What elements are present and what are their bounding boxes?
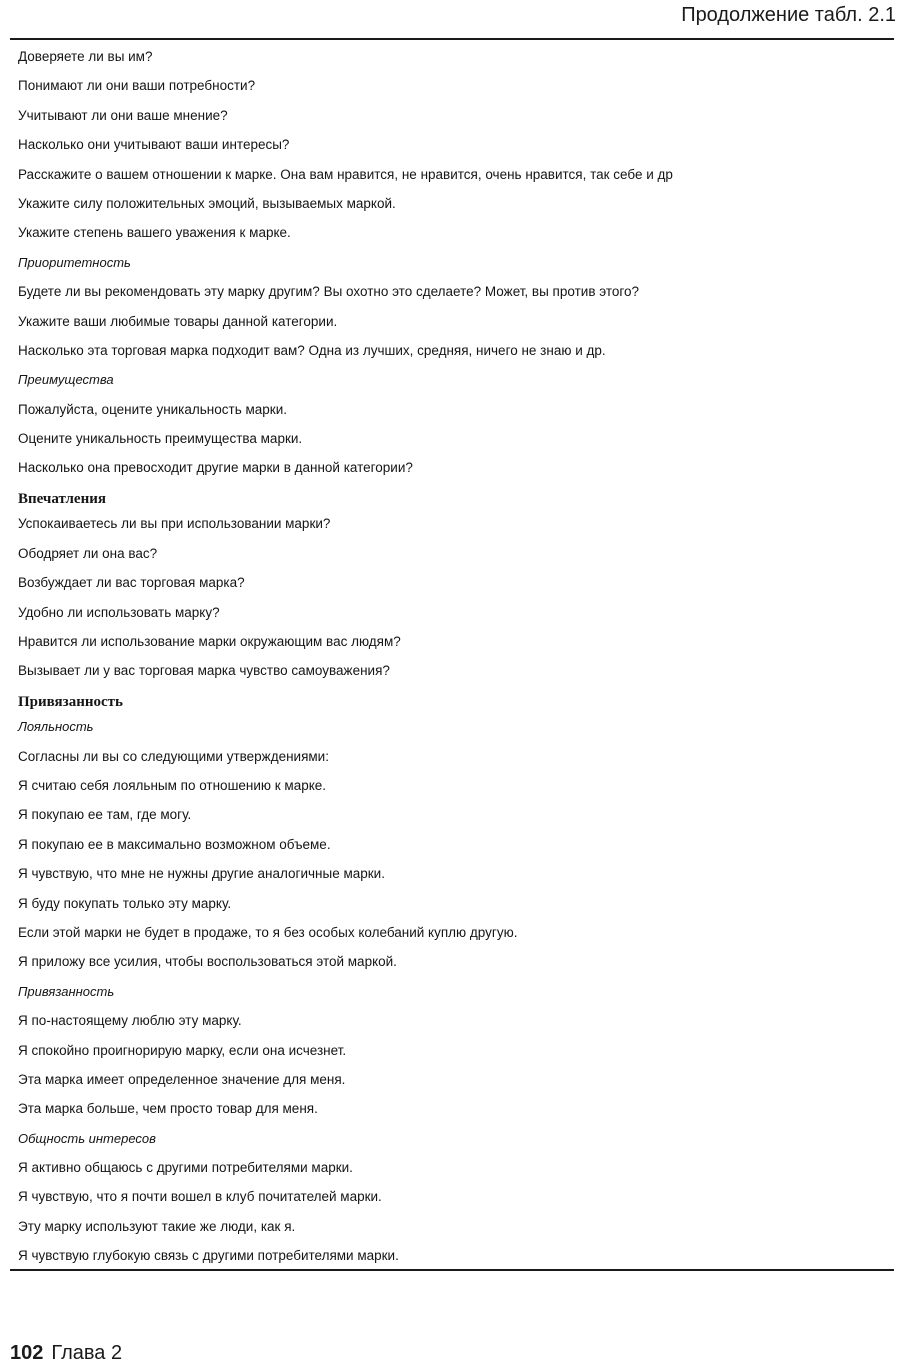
chapter-label: Глава 2 (51, 1342, 123, 1364)
page-footer (10, 1342, 122, 1365)
table-row: Укажите силу положительных эмоций, вызываемых маркой. (18, 195, 396, 211)
section-heading: Впечатления (18, 490, 106, 507)
subsection-heading: Общность интересов (18, 1130, 156, 1146)
table-row: Пожалуйста, оцените уникальность марки. (18, 401, 287, 417)
table-row: Понимают ли они ваши потребности? (18, 78, 256, 94)
table-body (18, 46, 892, 1275)
table-row: Я активно общаюсь с другими потребителями марки. (18, 1160, 353, 1176)
table-row: Насколько они учитывают ваши интересы? (18, 137, 290, 153)
table-row: Я чувствую, что я почти вошел в клуб почитателей марки. (18, 1189, 382, 1205)
subsection-heading: Лояльность (18, 719, 94, 735)
table-continuation-label: Продолжение табл. 2.1 (681, 4, 896, 26)
table-row: Эта марка имеет определенное значение для меня. (18, 1071, 346, 1087)
table-row: Я по-настоящему люблю эту марку. (18, 1013, 242, 1029)
table-row: Расскажите о вашем отношении к марке. Она вам нравится, не нравится, очень нравится, так себе и др (18, 166, 673, 182)
table-row: Возбуждает ли вас торговая марка? (18, 575, 245, 591)
table-row: Я считаю себя лояльным по отношению к марке. (18, 777, 327, 793)
table-row: Я покупаю ее в максимально возможном объеме. (18, 836, 331, 852)
section-heading: Привязанность (18, 693, 123, 710)
subsection-heading: Приоритетность (18, 254, 131, 270)
page-number: 102 (10, 1342, 44, 1364)
table-row: Вызывает ли у вас торговая марка чувство самоуважения? (18, 663, 390, 679)
subsection-heading: Преимущества (18, 372, 114, 388)
table-row: Укажите ваши любимые товары данной категории. (18, 313, 338, 329)
table-row: Удобно ли использовать марку? (18, 604, 220, 620)
table-row: Насколько она превосходит другие марки в данной категории? (18, 460, 413, 476)
table-row: Доверяете ли вы им? (18, 49, 153, 64)
subsection-heading: Привязанность (18, 983, 115, 999)
table-row: Эта марка больше, чем просто товар для меня. (18, 1101, 318, 1117)
table-row: Успокаиваетесь ли вы при использовании марки? (18, 516, 331, 532)
table-row: Я чувствую, что мне не нужны другие аналогичные марки. (18, 866, 385, 882)
table-row: Эту марку используют такие же люди, как я. (18, 1218, 296, 1234)
table-row: Нравится ли использование марки окружающим вас людям? (18, 633, 401, 649)
top-rule (10, 38, 894, 40)
table-row: Если этой марки не будет в продаже, то я без особых колебаний куплю другую. (18, 924, 518, 940)
table-row: Я спокойно проигнорирую марку, если она исчезнет. (18, 1042, 347, 1058)
table-row: Ободряет ли она вас? (18, 545, 158, 561)
table-row: Я покупаю ее там, где могу. (18, 807, 192, 823)
table-row: Я чувствую глубокую связь с другими потребителями марки. (18, 1248, 399, 1264)
table-row: Укажите степень вашего уважения к марке. (18, 225, 291, 241)
bottom-rule (10, 1269, 894, 1271)
table-row: Учитывают ли они ваше мнение? (18, 107, 228, 123)
table-row: Я буду покупать только эту марку. (18, 895, 232, 911)
table-row: Оцените уникальность преимущества марки. (18, 431, 303, 447)
table-row: Я приложу все усилия, чтобы воспользоваться этой маркой. (18, 954, 397, 970)
table-row: Согласны ли вы со следующими утверждениями: (18, 748, 329, 764)
table-row: Насколько эта торговая марка подходит вам? Одна из лучших, средняя, ничего не знаю и др. (18, 342, 606, 358)
table-row: Будете ли вы рекомендовать эту марку другим? Вы охотно это сделаете? Может, вы против этого? (18, 284, 640, 300)
